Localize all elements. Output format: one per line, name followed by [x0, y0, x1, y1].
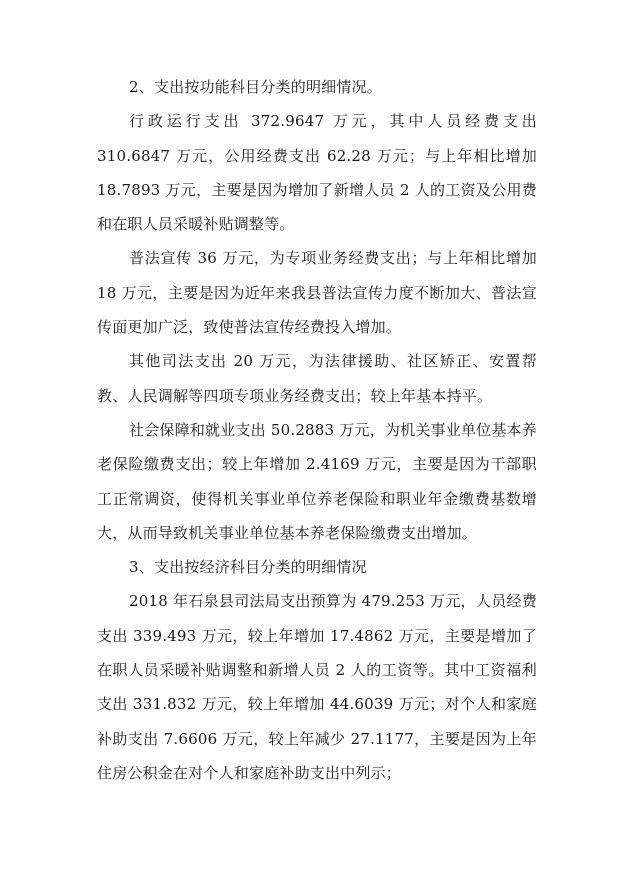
paragraph-social-security: 社会保障和就业支出 50.2883 万元，为机关事业单位基本养老保险缴费支出；较上年增加 2.4169 万元，主要是因为干部职工正常调资，使得机关事业单位养老保险和职业年金缴费基数增大，从而导致机关事业单位基本养老保险缴费支出增加。 [97, 420, 537, 542]
paragraph-economic-detail: 2018 年石泉县司法局支出预算为 479.253 万元，人员经费支出 339.493 万元，较上年增加 17.4862 万元，主要是增加了在职人员采暖补贴调整和新增人员 2 人的工资等。其中工资福利支出 331.832 万元，较上年增加 44.6039 万元；对个人和家庭补助支出 7.6606 万元，较上年减少 27.1177，主要是因为上年住房公积金在对个人和家庭补助支出中列示； [97, 592, 537, 782]
paragraph-other-judicial: 其他司法支出 20 万元，为法律援助、社区矫正、安置帮教、人民调解等四项专项业务经费支出；较上年基本持平。 [97, 352, 537, 405]
paragraph-legal-publicity: 普法宣传 36 万元，为专项业务经费支出；与上年相比增加 18 万元，主要是因为近年来我县普法宣传力度不断加大、普法宣传面更加广泛，致使普法宣传经费投入增加。 [97, 249, 537, 337]
section-heading-economic: 3、支出按经济科目分类的明细情况 [129, 558, 367, 577]
paragraph-admin-operation: 行政运行支出 372.9647 万元，其中人员经费支出 310.6847 万元，公用经费支出 62.28 万元；与上年相比增加 18.7893 万元，主要是因为增加了新增人员 2 人的工资及公用费和在职人员采暖补贴调整等。 [97, 112, 537, 234]
document-body [97, 70, 537, 790]
section-heading-functional: 2、支出按功能科目分类的明细情况。 [129, 78, 382, 96]
